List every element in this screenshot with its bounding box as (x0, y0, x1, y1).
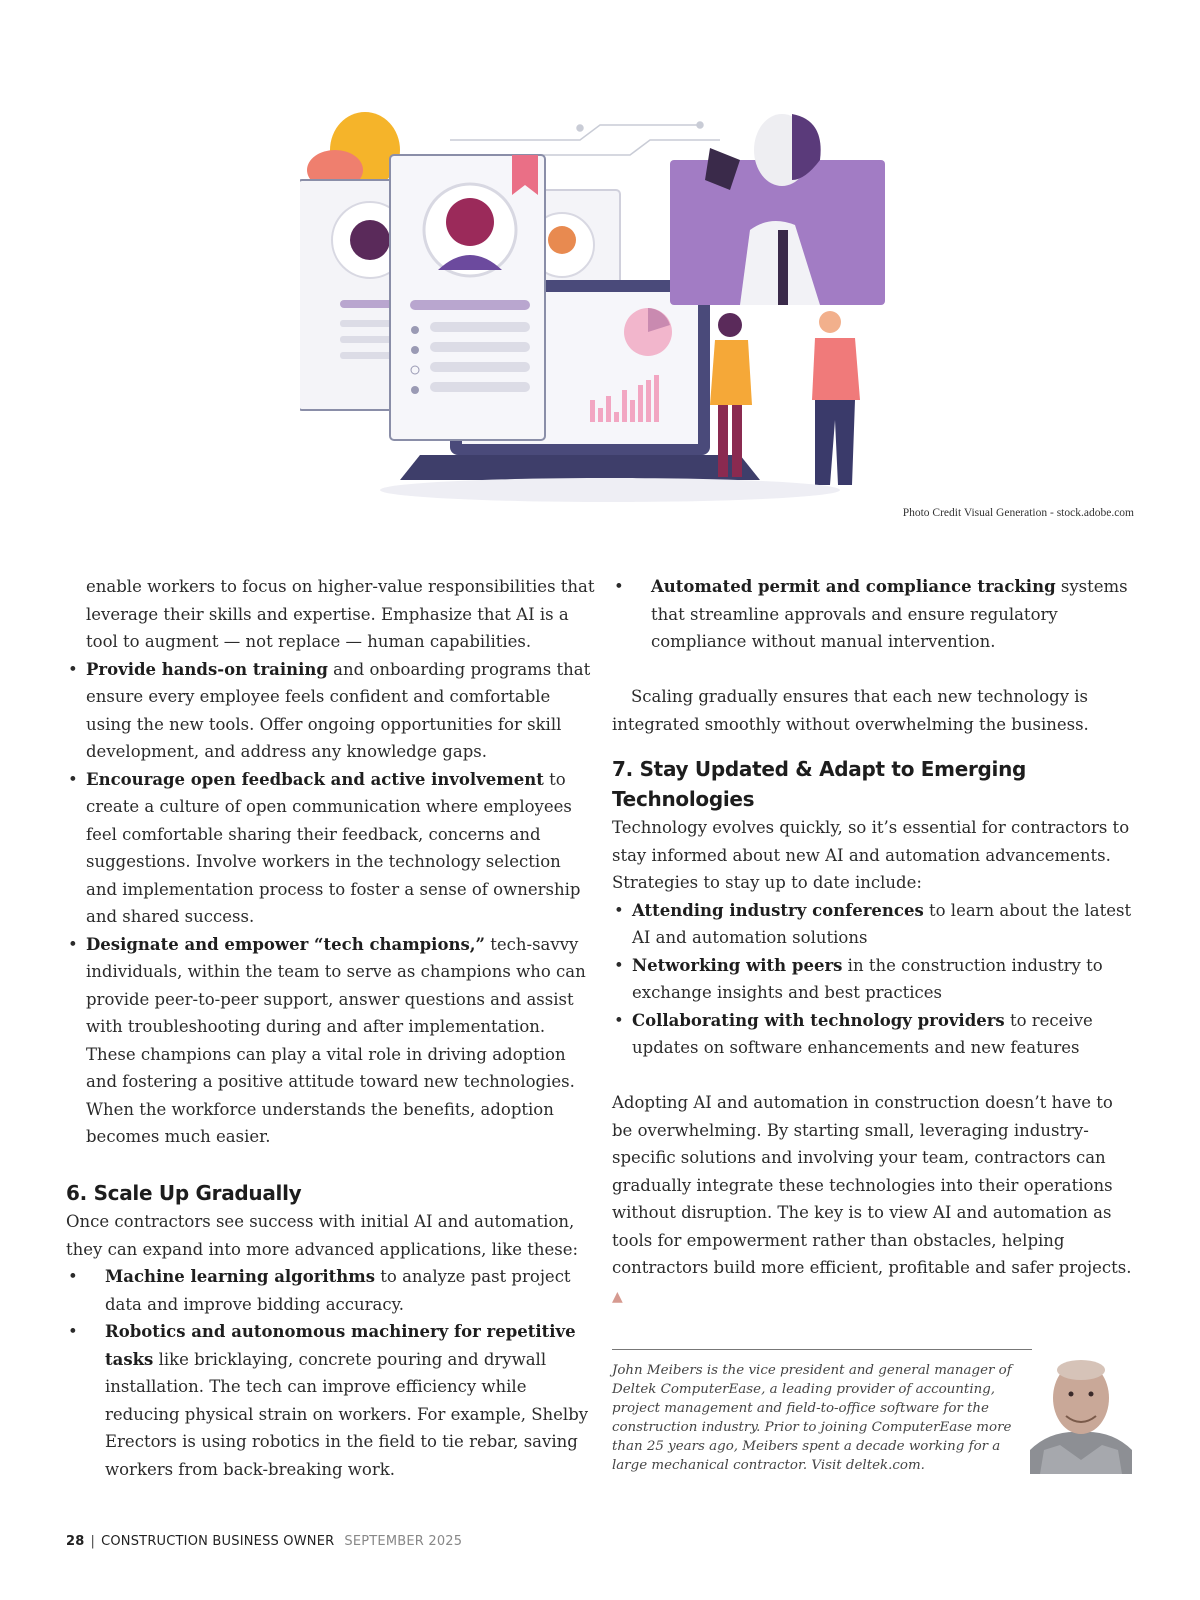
list-item (612, 573, 1137, 656)
profile-card-front (390, 155, 545, 440)
section-7-intro: Technology evolves quickly, so it’s essential for contractors to stay informed about new AI and automation advancements. Strategies to stay up to date include: (612, 818, 1130, 892)
adoption-bullet-list (66, 656, 596, 1151)
bullet-icon: • (68, 1322, 78, 1341)
bullet-bold: Designate and empower “tech champions,” (86, 934, 485, 954)
bullet-bold: Networking with peers (632, 955, 843, 975)
robot-screen (670, 114, 885, 305)
spacer (66, 1151, 596, 1179)
bullet-icon: • (614, 577, 624, 596)
right-column (612, 573, 1137, 1311)
bullet-icon: • (68, 769, 78, 789)
intro-continuation: enable workers to focus on higher-value responsibilities that leverage their skills and expertise. Emphasize that AI is a tool to augment — not replace — human capabilities. (86, 577, 595, 651)
circuit-lines (450, 122, 720, 155)
bullet-icon: • (614, 900, 624, 920)
list-item (66, 931, 596, 1151)
scaling-paragraph: Scaling gradually ensures that each new technology is integrated smoothly without overwhelming the business. (612, 687, 1089, 734)
person-woman (710, 313, 752, 477)
bullet-text: like bricklaying, concrete pouring and drywall installation. The tech can improve efficiency while reducing physical strain on workers. For example, Shelby Erectors is using robotics in the field to tie rebar, saving workers from back-breaking work. (105, 1349, 589, 1479)
hero-illustration (300, 100, 920, 520)
list-item (612, 897, 1137, 952)
section-6-intro: Once contractors see success with initial AI and automation, they can expand into more advanced applications, like these: (66, 1212, 579, 1259)
section-7-bullet-list (612, 897, 1137, 1062)
bullet-bold: Attending industry conferences (632, 900, 924, 920)
end-of-article-icon: ▲ (612, 1288, 623, 1305)
bullet-text: to learn about the latest AI and automation solutions (632, 900, 1132, 947)
bullet-text: systems that streamline approvals and ensure regulatory compliance without manual intervention. (651, 577, 1128, 651)
list-item (66, 1263, 596, 1318)
bullet-text: to create a culture of open communication where employees feel comfortable sharing their feedback, concerns and suggestions. Involve workers in the technology selection and implementation process to foster a sense of ownership and shared success. (86, 769, 581, 926)
bullet-bold: Machine learning algorithms (105, 1267, 376, 1286)
footer-separator: | (90, 1534, 96, 1549)
conclusion-text: Adopting AI and automation in construction doesn’t have to be overwhelming. By starting small, leveraging industry-specific solutions and involving your team, contractors can gradually integrate these technologies into their operations without disruption. The key is to view AI and automation as tools for empowerment rather than obstacles, helping contractors build more efficient, profitable and safer projects. (612, 1093, 1132, 1277)
author-headshot (1030, 1350, 1132, 1474)
bullet-text: and onboarding programs that ensure every employee feels confident and comfortable using the new tools. Offer ongoing opportunities for skill development, and address any knowledge gaps. (86, 659, 591, 761)
bullet-icon: • (68, 659, 78, 679)
leaf-decoration (307, 112, 400, 190)
bullet-bold: Collaborating with technology providers (632, 1010, 1005, 1030)
bullet-text: in the construction industry to exchange insights and best practices (632, 955, 1103, 1002)
left-column (66, 573, 596, 1483)
person-man (812, 311, 860, 485)
section-7-heading: 7. Stay Updated & Adapt to Emerging Technologies (612, 757, 1027, 811)
bullet-icon: • (614, 955, 624, 975)
bullet-bold: Automated permit and compliance tracking (651, 577, 1056, 596)
ground-shadow (380, 478, 840, 502)
spacer (612, 1062, 1137, 1090)
magazine-name: CONSTRUCTION BUSINESS OWNER (101, 1534, 335, 1549)
author-bio: John Meibers is the vice president and general manager of Deltek ComputerEase, a leading provider of accounting, project management and field-to-office software for the construction industry. Prior to joining ComputerEase more than 25 years ago, Meibers spent a decade working for a large mechanical contractor. Visit deltek.com. (612, 1363, 1012, 1473)
page-number: 28 (66, 1534, 85, 1549)
section-6-heading: 6. Scale Up Gradually (66, 1181, 302, 1205)
spacer (612, 656, 1137, 684)
issue-date: SEPTEMBER 2025 (344, 1534, 463, 1549)
bullet-icon: • (68, 1267, 78, 1286)
bullet-text: tech-savvy individuals, within the team to serve as champions who can provide peer-to-peer support, answer questions and assist with troubleshooting during and after implementation. These champions can play a vital role in driving adoption and fostering a positive attitude toward new technologies. When the workforce understands the benefits, adoption becomes much easier. (86, 934, 586, 1146)
page-footer (66, 1534, 462, 1549)
bullet-text: to analyze past project data and improve bidding accuracy. (105, 1267, 571, 1314)
list-item (612, 952, 1137, 1007)
conclusion-paragraph (612, 1089, 1137, 1311)
bullet-bold: Provide hands-on training (86, 659, 328, 679)
spacer (612, 738, 1137, 754)
bullet-icon: • (614, 1010, 624, 1030)
list-item (66, 766, 596, 931)
list-item (66, 656, 596, 766)
bullet-bold: Robotics and autonomous machinery for repetitive tasks (105, 1322, 576, 1369)
bio-divider (612, 1349, 1032, 1350)
bullet-icon: • (68, 934, 78, 954)
bullet-bold: Encourage open feedback and active involvement (86, 769, 544, 789)
list-item (66, 1318, 596, 1483)
bullet-text: to receive updates on software enhancements and new features (632, 1010, 1093, 1057)
section-6-bullet-list (66, 1263, 596, 1483)
list-item (612, 1007, 1137, 1062)
section-6-bullet-list-continued (612, 573, 1137, 656)
photo-credit: Photo Credit Visual Generation - stock.adobe.com (902, 507, 1134, 519)
